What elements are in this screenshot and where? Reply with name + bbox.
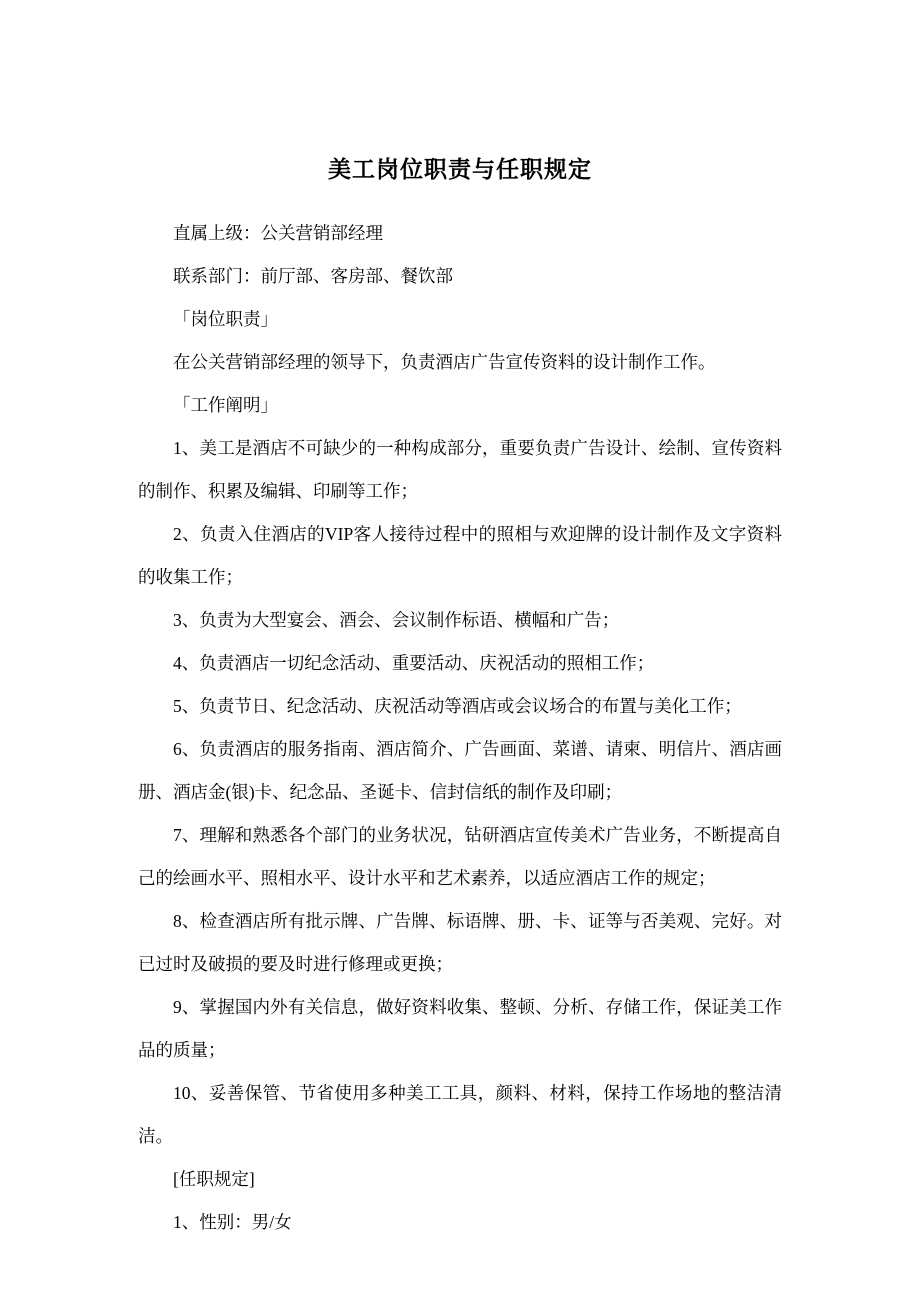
paragraph-item-1: 1、美工是酒店不可缺少的一种构成部分，重要负责广告设计、绘制、宣传资料的制作、积累及编辑、印刷等工作； (138, 438, 782, 501)
paragraph-direct-superior: 直属上级：公关营销部经理 (173, 223, 383, 243)
paragraph-item-5: 5、负责节日、纪念活动、庆祝活动等酒店或会议场合的布置与美化工作； (173, 696, 742, 716)
paragraph-contact-departments: 联系部门：前厅部、客房部、餐饮部 (173, 266, 453, 286)
document-body (138, 212, 782, 1244)
paragraph-item-9: 9、掌握国内外有关信息，做好资料收集、整顿、分析、存储工作，保证美工作品的质量； (138, 997, 782, 1060)
paragraph-item-4: 4、负责酒店一切纪念活动、重要活动、庆祝活动的照相工作； (173, 653, 655, 673)
document-title: 美工岗位职责与任职规定 (328, 157, 592, 182)
paragraph-qualification-gender: 1、性别：男/女 (173, 1212, 292, 1232)
paragraph-item-6: 6、负责酒店的服务指南、酒店简介、广告画面、菜谱、请柬、明信片、酒店画册、酒店金(银)卡、纪念品、圣诞卡、信封信纸的制作及印刷； (138, 739, 782, 802)
paragraph-item-10: 10、妥善保管、节省使用多种美工工具，颜料、材料，保持工作场地的整洁清洁。 (138, 1083, 782, 1146)
paragraph-item-3: 3、负责为大型宴会、酒会、会议制作标语、横幅和广告； (173, 610, 620, 630)
paragraph-item-7: 7、理解和熟悉各个部门的业务状况，钻研酒店宣传美术广告业务，不断提高自己的绘画水平、照相水平、设计水平和艺术素养，以适应酒店工作的规定； (138, 825, 782, 888)
paragraph-item-8: 8、检查酒店所有批示牌、广告牌、标语牌、册、卡、证等与否美观、完好。对已过时及破损的要及时进行修理或更换； (138, 911, 782, 974)
section-heading-work-description: 「工作阐明」 (173, 395, 278, 415)
section-heading-job-duties: 「岗位职责」 (173, 309, 278, 329)
paragraph-item-2: 2、负责入住酒店的VIP客人接待过程中的照相与欢迎牌的设计制作及文字资料的收集工作； (138, 524, 782, 587)
paragraph-duty-summary: 在公关营销部经理的领导下，负责酒店广告宣传资料的设计制作工作。 (173, 352, 716, 372)
section-heading-qualifications: [任职规定] (173, 1169, 255, 1189)
